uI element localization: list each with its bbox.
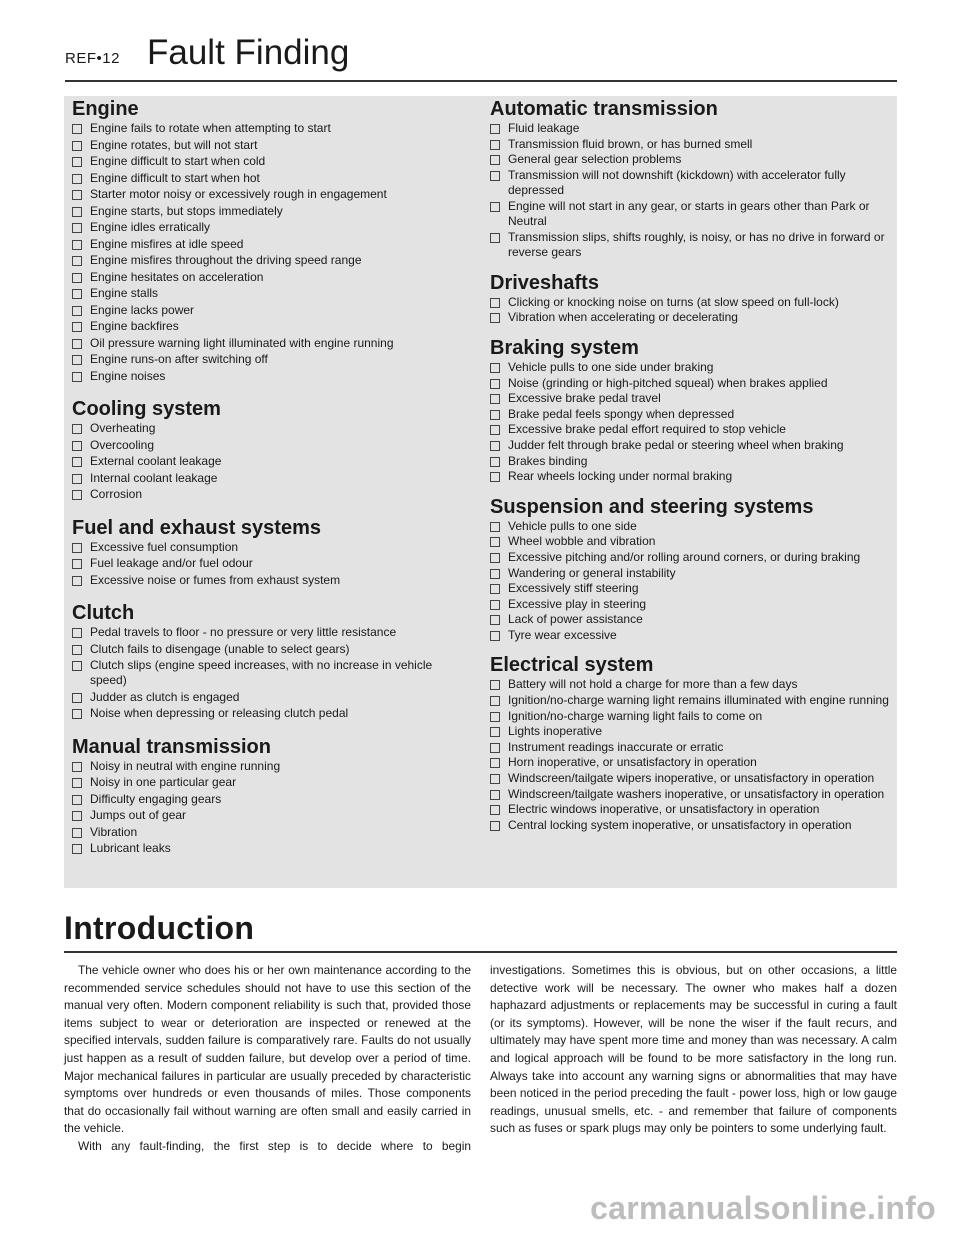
checkbox-icon [72,474,82,484]
checkbox-icon [72,289,82,299]
symptom-item[interactable] [490,199,890,230]
checkbox-icon [490,124,500,134]
symptom-label: Fuel leakage and/or fuel odour [90,556,253,570]
symptom-item[interactable] [72,658,472,689]
checkbox-icon [72,190,82,200]
symptom-label: Noisy in neutral with engine running [90,758,281,773]
symptom-item[interactable] [490,407,890,422]
symptom-item[interactable] [72,759,472,774]
symptom-label: Horn inoperative, or unsatisfactory in operation [508,755,757,770]
symptom-label: Windscreen/tailgate washers inoperative, or unsatisfactory in operation [508,786,885,801]
symptom-label: Transmission fluid brown, or has burned smell [508,136,753,151]
symptom-item[interactable] [72,573,472,588]
symptom-item[interactable] [72,421,472,436]
symptom-label: Overheating [90,421,156,435]
symptom-item[interactable] [490,360,890,375]
checkbox-icon [72,490,82,500]
symptom-item[interactable] [490,566,890,581]
checkbox-icon [72,441,82,451]
symptom-list [490,677,890,833]
section-heading: Fuel and exhaust systems [72,516,321,539]
checkbox-icon [72,628,82,638]
checkbox-icon [490,569,500,579]
watermark: carmanualsonline.info [590,1190,936,1226]
checkbox-icon [490,790,500,800]
section-clutch [72,589,472,722]
symptom-label: Tyre wear excessive [508,627,617,642]
symptom-item[interactable] [490,802,890,817]
symptom-label: Overcooling [90,437,155,452]
symptom-item[interactable] [72,138,472,153]
symptom-label: Noisy in one particular gear [90,775,237,790]
symptom-label: Engine starts, but stops immediately [90,203,283,218]
symptom-list [72,759,472,857]
symptom-item[interactable] [72,369,472,384]
symptom-list [490,295,890,326]
symptom-label: Engine lacks power [90,302,195,317]
symptom-item[interactable] [72,642,472,657]
symptom-label: Engine hesitates on acceleration [90,269,264,284]
symptom-item[interactable] [490,581,890,596]
symptom-item[interactable] [490,709,890,724]
section-heading: Manual transmission [72,735,271,758]
checkbox-icon [72,811,82,821]
checkbox-icon [490,410,500,420]
checkbox-icon [490,696,500,706]
symptom-item[interactable] [490,818,890,833]
checkbox-icon [72,424,82,434]
checkbox-icon [72,174,82,184]
symptom-item[interactable] [72,690,472,705]
section-suspension-and-steering-systems [490,485,890,644]
symptom-label: Ignition/no-charge warning light remains illuminated with engine running [508,693,889,708]
symptom-item[interactable] [490,454,890,469]
symptom-item[interactable] [72,270,472,285]
section-heading: Suspension and steering systems [490,495,814,518]
symptom-label: Lack of power assistance [508,612,643,627]
introduction-divider [64,951,897,953]
symptom-label: Ignition/no-charge warning light fails to come on [508,708,763,723]
introduction-left-column [64,962,471,1156]
checkbox-icon [490,743,500,753]
symptom-item[interactable] [72,454,472,469]
symptom-list [72,421,472,502]
section-heading: Electrical system [490,654,654,677]
section-fuel-and-exhaust-systems [72,504,472,588]
checkbox-icon [490,631,500,641]
checkbox-icon [490,171,500,181]
symptom-item[interactable] [72,154,472,169]
symptom-list [72,540,472,588]
checkbox-icon [72,256,82,266]
symptom-label: Clutch slips (engine speed increases, with no increase in vehicle speed) [90,658,433,688]
symptom-item[interactable] [72,303,472,318]
symptom-item[interactable] [72,237,472,252]
page-title: Fault Finding [147,33,350,72]
symptom-label: Transmission will not downshift (kickdown) with accelerator fully depressed [508,167,846,198]
page-header [65,30,897,82]
symptom-item[interactable] [490,755,890,770]
symptom-label: Vibration when accelerating or decelerating [508,310,738,325]
symptom-label: Brake pedal feels spongy when depressed [508,406,735,421]
symptom-label: Oil pressure warning light illuminated with engine running [90,335,394,350]
symptom-item[interactable] [490,168,890,199]
section-electrical-system [490,643,890,833]
checkbox-icon [72,240,82,250]
symptom-item[interactable] [490,422,890,437]
checkbox-icon [72,778,82,788]
symptom-label: Battery will not hold a charge for more than a few days [508,677,798,692]
checkbox-icon [72,322,82,332]
section-engine [72,96,472,384]
symptom-label: Engine rotates, but will not start [90,137,258,152]
checkbox-icon [490,425,500,435]
symptom-item[interactable] [490,534,890,549]
symptom-label: Vibration [90,824,138,839]
checkbox-icon [490,584,500,594]
section-automatic-transmission [490,96,890,261]
section-manual-transmission [72,723,472,857]
checkbox-icon [72,306,82,316]
symptom-list [490,121,890,261]
symptom-label: Engine misfires throughout the driving speed range [90,253,362,267]
checkbox-icon [490,537,500,547]
symptom-label: Lights inoperative [508,724,603,739]
checkbox-icon [72,372,82,382]
symptom-item[interactable] [490,391,890,406]
symptom-label: Vehicle pulls to one side [508,518,637,533]
checkbox-icon [490,522,500,532]
symptom-label: Instrument readings inaccurate or erratic [508,739,724,754]
checkbox-icon [490,233,500,243]
checkbox-icon [72,207,82,217]
symptom-item[interactable] [72,625,472,640]
symptom-item[interactable] [490,612,890,627]
symptom-label: Clicking or knocking noise on turns (at slow speed on full-lock) [508,294,839,309]
checkbox-icon [490,553,500,563]
symptom-item[interactable] [490,724,890,739]
symptom-label: Transmission slips, shifts roughly, is noisy, or has no drive in forward or reverse gears [508,229,885,260]
symptom-item[interactable] [72,204,472,219]
checkbox-icon [490,363,500,373]
symptom-label: Excessive noise or fumes from exhaust system [90,572,341,587]
section-braking-system [490,326,890,485]
symptom-label: Excessive fuel consumption [90,539,239,554]
symptom-label: Brakes binding [508,453,588,468]
checkbox-icon [72,339,82,349]
symptom-label: Engine backfires [90,319,179,333]
symptom-label: Central locking system inoperative, or unsatisfactory in operation [508,817,852,832]
symptom-item[interactable] [72,352,472,367]
symptom-label: Wandering or general instability [508,565,676,580]
checkbox-icon [490,379,500,389]
symptom-item[interactable] [72,775,472,790]
symptom-item[interactable] [72,540,472,555]
symptom-label: Pedal travels to floor - no pressure or very little resistance [90,625,397,639]
symptom-item[interactable] [490,310,890,325]
checkbox-icon [72,559,82,569]
symptom-item[interactable] [72,121,472,136]
checkbox-icon [72,223,82,233]
checkbox-icon [490,202,500,212]
page-reference: REF•12 [65,50,120,67]
introduction-right-column [490,962,897,1138]
section-driveshafts [490,261,890,326]
section-heading: Clutch [72,602,135,624]
introduction-paragraph: investigations. Sometimes this is obvious, but on other occasions, a little detective work will be necessary. The owner who makes half a dozen haphazard adjustments or replacements may be successful in curing a fault (or its symptoms). However, will be none the wiser if the fault recurs, and ultimately may have spent more time and money than was necessary. A calm and logical approach will be found to be more satisfactory in the long run. Always take into account any warning signs or abnormalities that may have been noticed in the period preceding the fault - power loss, high or low gauge readings, unusual smells, etc. - and remember that failure of components such as fuses or spark plugs may only be pointers to some underlying fault. [490,963,897,1136]
checkbox-icon [490,298,500,308]
checkbox-icon [72,709,82,719]
symptom-item[interactable] [72,187,472,202]
symptom-item[interactable] [72,220,472,235]
symptom-item[interactable] [72,471,472,486]
checkbox-icon [72,661,82,671]
checkbox-icon [72,457,82,467]
symptom-label: Internal coolant leakage [90,470,218,485]
symptom-item[interactable] [490,597,890,612]
checkbox-icon [72,141,82,151]
checkbox-icon [72,124,82,134]
symptom-label: Engine difficult to start when hot [90,170,260,185]
symptom-item[interactable] [490,787,890,802]
symptom-label: Engine will not start in any gear, or starts in gears other than Park or Neutral [508,198,870,229]
symptom-list [490,360,890,485]
symptom-label: General gear selection problems [508,152,682,167]
section-heading: Automatic transmission [490,98,718,120]
symptom-item[interactable] [72,808,472,823]
symptom-item[interactable] [72,286,472,301]
symptom-label: Excessive brake pedal effort required to stop vehicle [508,422,786,437]
symptom-item[interactable] [490,469,890,484]
symptom-label: Engine misfires at idle speed [90,236,244,251]
checkbox-icon [72,795,82,805]
symptom-label: Corrosion [90,487,143,501]
symptom-item[interactable] [490,693,890,708]
symptom-label: Judder felt through brake pedal or steering wheel when braking [508,437,844,452]
symptom-label: Engine difficult to start when cold [90,154,266,168]
section-heading: Driveshafts [490,271,599,294]
checkbox-icon [72,762,82,772]
symptom-item[interactable] [72,825,472,840]
symptom-label: Jumps out of gear [90,808,187,823]
symptom-item[interactable] [72,171,472,186]
section-heading: Braking system [490,336,639,359]
symptom-item[interactable] [490,152,890,167]
checkbox-icon [490,774,500,784]
symptom-label: Excessive pitching and/or rolling around corners, or during braking [508,549,861,564]
symptom-label: Engine idles erratically [90,220,211,234]
symptom-item[interactable] [490,519,890,534]
symptom-item[interactable] [490,438,890,453]
introduction-paragraph: With any fault-finding, the first step is to decide where to begin [78,1138,471,1153]
checkbox-icon [72,543,82,553]
fault-index-left-column [72,96,472,858]
symptom-item[interactable] [490,376,890,391]
checkbox-icon [490,615,500,625]
checkbox-icon [72,157,82,167]
checkbox-icon [490,727,500,737]
checkbox-icon [72,693,82,703]
symptom-item[interactable] [72,556,472,571]
section-heading: Cooling system [72,398,221,420]
symptom-label: Engine fails to rotate when attempting to start [90,121,331,135]
checkbox-icon [490,457,500,467]
symptom-label: Noise (grinding or high-pitched squeal) when brakes applied [508,375,828,390]
checkbox-icon [490,712,500,722]
introduction-heading: Introduction [64,910,255,946]
checkbox-icon [490,680,500,690]
symptom-list [72,625,472,722]
checkbox-icon [72,828,82,838]
checkbox-icon [72,273,82,283]
symptom-label: Excessively stiff steering [508,581,639,596]
checkbox-icon [490,758,500,768]
symptom-label: Noise when depressing or releasing clutch pedal [90,706,349,721]
symptom-label: Wheel wobble and vibration [508,534,656,549]
checkbox-icon [72,645,82,655]
symptom-item[interactable] [72,487,472,502]
checkbox-icon [490,313,500,323]
section-heading: Engine [72,98,139,120]
symptom-label: Clutch fails to disengage (unable to select gears) [90,641,350,656]
symptom-item[interactable] [72,319,472,334]
symptom-item[interactable] [490,740,890,755]
symptom-item[interactable] [72,841,472,856]
checkbox-icon [490,155,500,165]
symptom-label: Judder as clutch is engaged [90,689,240,704]
symptom-label: Engine stalls [90,286,159,300]
symptom-list [490,519,890,644]
symptom-label: Electric windows inoperative, or unsatisfactory in operation [508,802,820,817]
symptom-label: Engine runs-on after switching off [90,352,268,366]
symptom-label: Windscreen/tailgate wipers inoperative, or unsatisfactory in operation [508,771,875,786]
symptom-item[interactable] [490,628,890,643]
checkbox-icon [490,394,500,404]
symptom-list [72,121,472,384]
symptom-label: Lubricant leaks [90,841,171,856]
symptom-item[interactable] [490,121,890,136]
introduction-paragraph: The vehicle owner who does his or her own maintenance according to the recommended service schedules should not have to use this section of the manual very often. Modern component reliability is such that, provided those items subject to wear or deterioration are inspected or renewed at the specified intervals, sudden failure is comparatively rare. Faults do not usually just happen as a result of sudden failure, but develop over a period of time. Major mechanical failures in particular are usually preceded by characteristic symptoms over hundreds or even thousands of miles. Those components that do occasionally fail without warning are often small and easily carried in the vehicle. [64,963,471,1136]
checkbox-icon [490,600,500,610]
symptom-label: Fluid leakage [508,121,580,135]
symptom-label: Difficulty engaging gears [90,791,222,806]
symptom-label: Engine noises [90,368,166,383]
checkbox-icon [490,140,500,150]
symptom-item[interactable] [490,230,890,261]
fault-index-panel [64,96,897,888]
symptom-label: Vehicle pulls to one side under braking [508,359,714,374]
symptom-item[interactable] [490,295,890,310]
symptom-item[interactable] [490,550,890,565]
section-cooling-system [72,385,472,502]
checkbox-icon [72,576,82,586]
symptom-label: External coolant leakage [90,454,222,468]
checkbox-icon [490,472,500,482]
fault-index-right-column [490,96,890,833]
symptom-label: Excessive play in steering [508,596,647,611]
symptom-label: Starter motor noisy or excessively rough in engagement [90,187,387,201]
symptom-item[interactable] [72,706,472,721]
symptom-item[interactable] [490,137,890,152]
checkbox-icon [490,441,500,451]
checkbox-icon [72,844,82,854]
symptom-item[interactable] [72,253,472,268]
symptom-item[interactable] [490,771,890,786]
symptom-label: Rear wheels locking under normal braking [508,469,733,484]
symptom-label: Excessive brake pedal travel [508,391,661,406]
checkbox-icon [490,805,500,815]
checkbox-icon [490,821,500,831]
symptom-item[interactable] [72,792,472,807]
checkbox-icon [72,355,82,365]
symptom-item[interactable] [490,677,890,692]
symptom-item[interactable] [72,336,472,351]
symptom-item[interactable] [72,438,472,453]
